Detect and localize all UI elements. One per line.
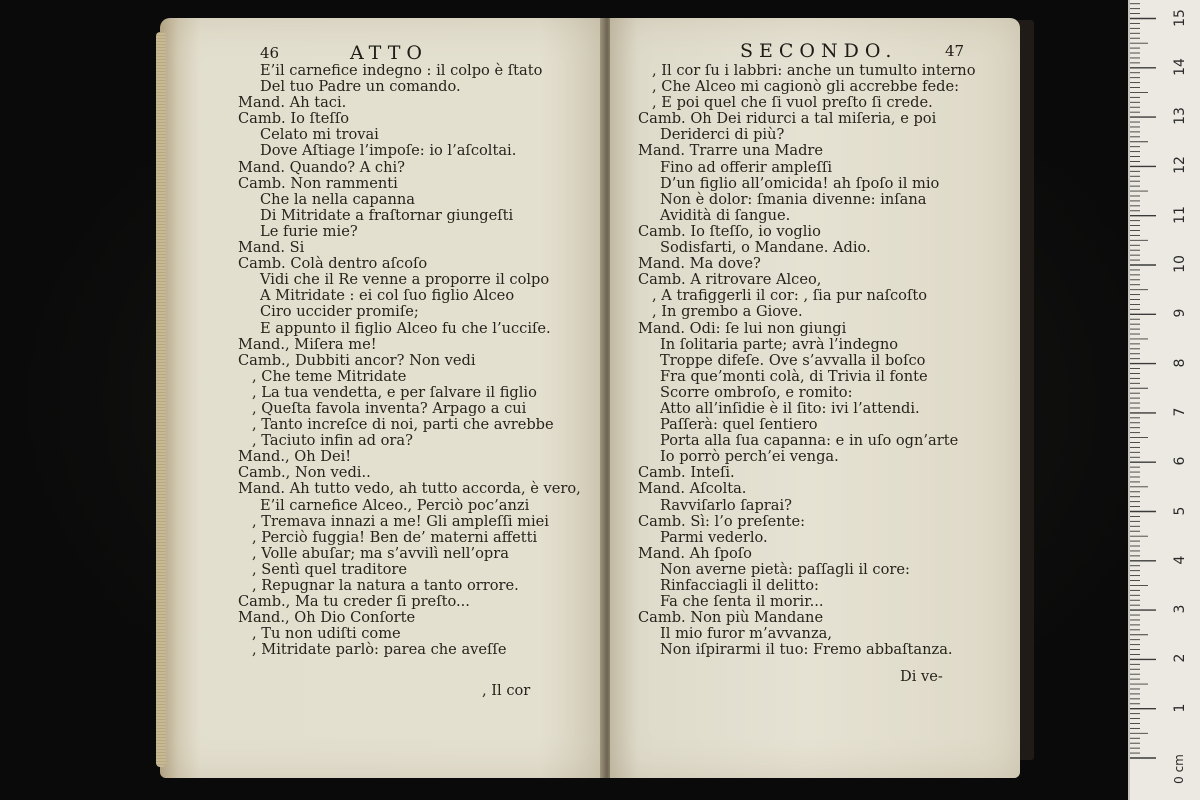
text-line: Dove Aſtiage l’impoſe: io l’aſcoltai. <box>260 142 517 160</box>
text-line: Camb. Io ſteſſo, io voglio <box>638 222 821 240</box>
text-line: Mand. Ah taci. <box>238 94 347 112</box>
text-line: Camb., Dubbiti ancor? Non vedi <box>238 351 476 369</box>
text-line: Mand. Trarre una Madre <box>638 142 824 160</box>
text-line: , La tua vendetta, e per ſalvare il figlio <box>252 383 537 401</box>
text-line: Camb. Colà dentro aſcoſo <box>238 255 428 273</box>
text-line: Ravviſarlo ſaprai? <box>660 496 792 514</box>
text-line: Sodisfarti, o Mandane. Adio. <box>660 239 871 257</box>
text-line: Mand., Oh Dio Conſorte <box>238 609 416 627</box>
text-line: Io porrò perch’ei venga. <box>660 448 839 466</box>
text-line: Camb. Sì: l’o preſente: <box>638 512 806 530</box>
ruler-label: 1 <box>1172 703 1188 713</box>
text-line: Il mio furor m’avvanza, <box>660 625 832 643</box>
text-line: Camb., Ma tu creder ſi preſto... <box>238 593 470 611</box>
text-line: Troppe difeſe. Ove s’avvalla il boſco <box>660 351 926 369</box>
text-line: Paſſerà: quel ſentiero <box>660 416 818 434</box>
text-line: Mand. Ma dove? <box>638 255 761 273</box>
text-line: Mand., Miſera me! <box>238 335 377 353</box>
text-line: Atto all’inſidie è il ſito: ivi l’attendi. <box>660 399 920 417</box>
text-line: Camb. Oh Dei ridurci a tal miſeria, e poi <box>638 110 937 128</box>
text-line: Avidità di ſangue. <box>660 206 791 224</box>
text-line: Mand. Quando? A chi? <box>238 158 405 176</box>
text-line: , Che teme Mitridate <box>252 367 407 385</box>
text-line: Mand. Aſcolta. <box>638 480 747 498</box>
text-line: , Taciuto infin ad ora? <box>252 432 413 450</box>
ruler-label: 8 <box>1172 358 1188 368</box>
page-edges <box>156 32 166 767</box>
text-line: , Mitridate parlò: parea che aveſſe <box>252 641 507 659</box>
text-line: , Tu non udiſti come <box>252 625 401 643</box>
right-catchword: Di ve- <box>900 668 943 685</box>
text-line: Camb. Non più Mandane <box>638 609 824 627</box>
text-line: Rinfacciagli il delitto: <box>660 577 819 594</box>
text-line: Camb., Non vedi.. <box>238 464 371 482</box>
ruler-label: 2 <box>1172 653 1188 663</box>
right-running-head: SECONDO. <box>740 40 898 62</box>
text-line: , Il cor ſu i labbri: anche un tumulto interno <box>652 62 976 79</box>
measuring-ruler <box>1128 0 1200 800</box>
ruler-label: 6 <box>1172 456 1188 466</box>
text-line: Ciro uccider promiſe; <box>260 303 419 321</box>
ruler-label: 12 <box>1172 156 1188 175</box>
text-line: Porta alla ſua capanna: e in uſo ogn’arte <box>660 432 959 450</box>
text-line: Di Mitridate a fraſtornar giungeſti <box>260 206 514 224</box>
text-line: Fa che ſenta il morir... <box>660 593 824 611</box>
text-line: Mand. Si <box>238 239 305 257</box>
ruler-label: 7 <box>1172 407 1188 417</box>
text-line: , Queſta favola inventa? Arpago a cui <box>252 399 527 417</box>
text-line: Fino ad offerir ampleſſi <box>660 158 833 176</box>
text-line: , Tanto increſce di noi, parti che avrebbe <box>252 416 554 434</box>
ruler-label: 4 <box>1172 555 1188 565</box>
text-line: , Volle abuſar; ma s’avvilì nell’opra <box>252 544 509 562</box>
text-line: Mand. Ah tutto vedo, ah tutto accorda, è vero, <box>238 480 581 498</box>
ruler-label: 11 <box>1172 205 1188 224</box>
text-line: Fra que’monti colà, di Trivia il fonte <box>660 367 928 385</box>
ruler-label: 9 <box>1172 308 1188 318</box>
ruler-label: 14 <box>1172 57 1188 76</box>
text-line: Celato mi trovai <box>260 126 379 144</box>
ruler-label: 5 <box>1172 506 1188 515</box>
text-line: In ſolitaria parte; avrà l’indegno <box>660 335 899 353</box>
text-line: E’il carnefice Alceo., Perciò poc’anzi <box>260 496 530 514</box>
right-page <box>610 18 1020 778</box>
text-line: , Tremava innazi a me! Gli ampleſſi miei <box>252 512 549 530</box>
text-line: Camb. Non rammenti <box>238 174 398 192</box>
text-line: , In grembo a Giove. <box>652 303 803 321</box>
text-line: Parmi vederlo. <box>660 528 768 546</box>
text-line: Del tuo Padre un comando. <box>260 78 461 96</box>
text-line: D’un figlio all’omicida! ah ſpoſo il mio <box>660 174 940 192</box>
text-line: E’il carnefice indegno : il colpo è ſtato <box>260 62 543 79</box>
ruler-label: 3 <box>1172 604 1188 614</box>
text-line: Non è dolor: ſmania divenne: inſana <box>660 190 927 208</box>
right-page-number: 47 <box>945 42 965 60</box>
text-line: Mand., Oh Dei! <box>238 448 352 466</box>
text-line: , Che Alceo mi cagionò gli accrebbe fede: <box>652 78 960 96</box>
text-line: Camb. A ritrovare Alceo, <box>638 271 822 289</box>
ruler-unit-label: 0 cm <box>1171 754 1186 784</box>
text-line: Mand. Odi: ſe lui non giungi <box>638 319 847 337</box>
ruler-label: 15 <box>1172 8 1188 27</box>
text-line: Che la nella capanna <box>260 190 415 208</box>
open-book <box>160 18 1020 783</box>
text-line: , Repugnar la natura a tanto orrore. <box>252 577 519 594</box>
ruler-label: 13 <box>1172 107 1188 126</box>
text-line: A Mitridate : ei col ſuo figlio Alceo <box>260 287 515 305</box>
ruler-label: 10 <box>1172 255 1188 273</box>
text-line: Non iſpirarmi il tuo: Fremo abbaſtanza. <box>660 641 953 659</box>
right-page-text <box>638 63 976 658</box>
text-line: , E poi quel che ſi vuol preſto ſi crede. <box>652 94 933 112</box>
ruler-ticks <box>1130 0 1200 800</box>
text-line: , Sentì quel traditore <box>252 560 407 578</box>
text-line: , Perciò fuggia! Ben de’ materni affetti <box>252 528 538 546</box>
text-line: Vidi che il Re venne a proporre il colpo <box>260 271 550 289</box>
left-page <box>160 18 604 778</box>
text-line: Non averne pietà: paſſagli il core: <box>660 560 910 578</box>
text-line: , A trafiggerli il cor: , ſia pur naſcoſto <box>652 287 928 305</box>
left-running-head: ATTO <box>350 42 428 64</box>
left-page-number: 46 <box>260 44 280 62</box>
text-line: Camb. Io ſteſſo <box>238 110 350 128</box>
left-page-text <box>238 63 581 658</box>
left-catchword: , Il cor <box>482 682 531 699</box>
text-line: Mand. Ah ſpoſo <box>638 544 752 562</box>
text-line: Deriderci di più? <box>660 126 785 144</box>
text-line: Le furie mie? <box>260 222 358 240</box>
text-line: Scorre ombroſo, e romito: <box>660 383 853 401</box>
text-line: E appunto il figlio Alceo fu che l’ucciſe. <box>260 319 551 337</box>
text-line: Camb. Inteſi. <box>638 464 735 482</box>
